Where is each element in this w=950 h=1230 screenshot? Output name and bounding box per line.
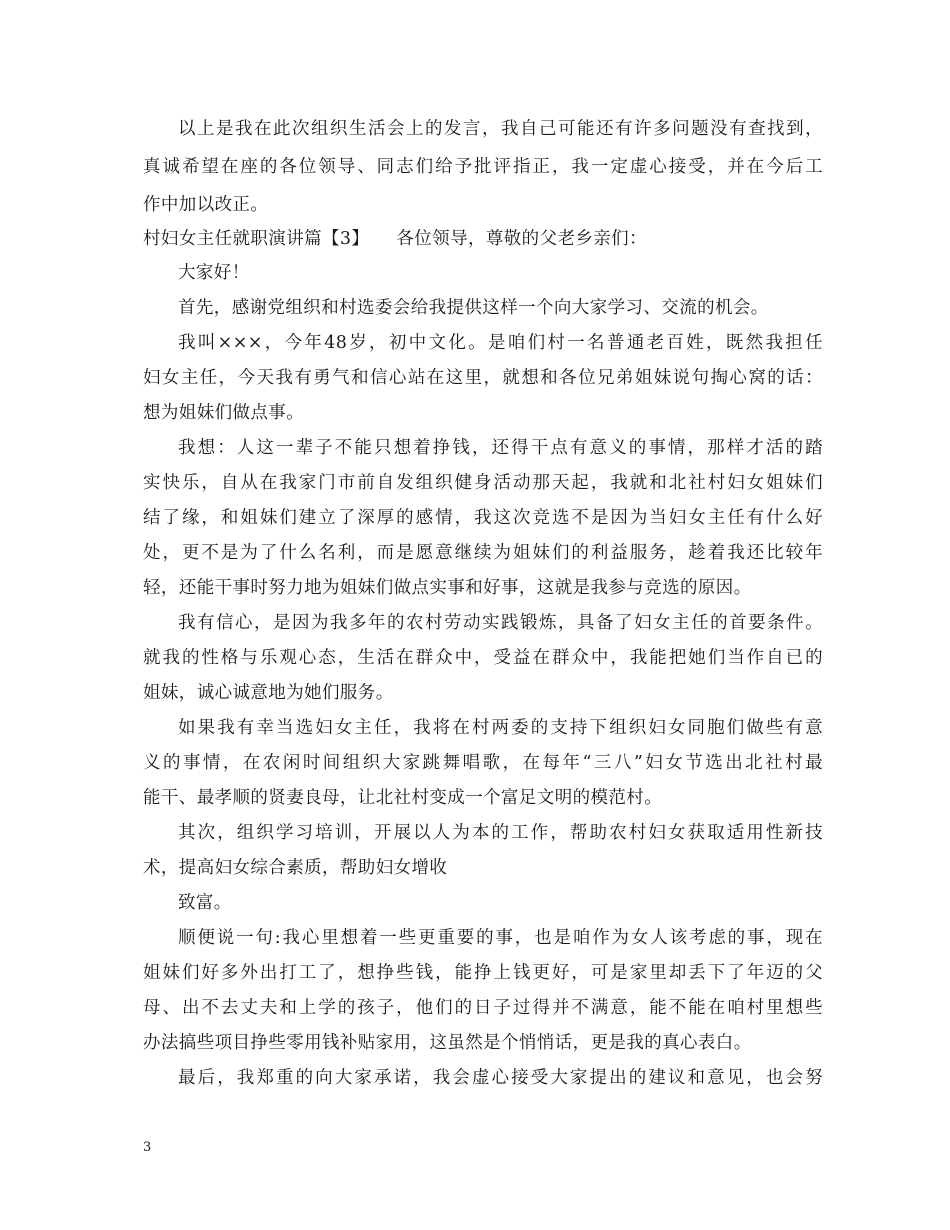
paragraph-line: 办法搞些项目挣些零用钱补贴家用，这虽然是个悄悄话，更是我的真心表白。 (143, 1033, 752, 1053)
paragraph-line: 轻，还能干事时努力地为姐妹们做点实事和好事，这就是我参与竞选的原因。 (143, 578, 752, 598)
paragraph-line: 母、出不去丈夫和上学的孩子，他们的日子过得并不满意，能不能在咱村里想些 (143, 998, 823, 1018)
paragraph-line: 我有信心，是因为我多年的农村劳动实践锻炼，具备了妇女主任的首要条件。 (178, 613, 823, 633)
paragraph-line: 顺便说一句:我心里想着一些更重要的事，也是咱作为女人该考虑的事，现在 (178, 928, 823, 948)
paragraph-line: 结了缘，和姐妹们建立了深厚的感情，我这次竞选不是因为当妇女主任有什么好 (143, 508, 823, 528)
paragraph-line: 想为姐妹们做点事。 (143, 403, 305, 423)
paragraph-line: 姐妹们好多外出打工了，想挣些钱，能挣上钱更好，可是家里却丢下了年迈的父 (143, 963, 823, 983)
paragraph-line: 我叫×××，今年48岁，初中文化。是咱们村一名普通老百姓，既然我担任 (178, 333, 823, 353)
paragraph-line: 最后，我郑重的向大家承诺，我会虚心接受大家提出的建议和意见，也会努 (178, 1068, 823, 1088)
paragraph-line: 如果我有幸当选妇女主任，我将在村两委的支持下组织妇女同胞们做些有意 (178, 718, 823, 738)
paragraph-line: 义的事情，在农闲时间组织大家跳舞唱歌，在每年“三八”妇女节选出北社村最 (143, 753, 823, 773)
paragraph-line: 真诚希望在座的各位领导、同志们给予批评指正，我一定虚心接受，并在今后工 (143, 157, 823, 177)
paragraph-line: 就我的性格与乐观心态，生活在群众中，受益在群众中，我能把她们当作自已的 (143, 648, 823, 668)
paragraph-line: 作中加以改正。 (143, 195, 269, 215)
page-number: 3 (143, 1140, 152, 1155)
paragraph-line: 能干、最孝顺的贤妻良母，让北社村变成一个富足文明的模范村。 (143, 788, 663, 808)
paragraph-line: 姐妹，诚心诚意地为她们服务。 (143, 683, 394, 703)
paragraph-line: 妇女主任，今天我有勇气和信心站在这里，就想和各位兄弟姐妹说句掏心窝的话： (143, 368, 823, 388)
paragraph-line: 我想：人这一辈子不能只想着挣钱，还得干点有意义的事情，那样才活的踏 (178, 438, 823, 458)
paragraph-line: 处，更不是为了什么名利，而是愿意继续为姐妹们的利益服务，趁着我还比较年 (143, 543, 823, 563)
paragraph-line: 术，提高妇女综合素质，帮助妇女增收 (143, 858, 448, 878)
paragraph-line: 其次，组织学习培训，开展以人为本的工作，帮助农村妇女获取适用性新技 (178, 823, 823, 843)
paragraph-line: 致富。 (178, 893, 232, 913)
greeting-line: 大家好！ (178, 263, 250, 283)
paragraph-line: 首先，感谢党组织和村选委会给我提供这样一个向大家学习、交流的机会。 (178, 298, 769, 318)
paragraph-line: 以上是我在此次组织生活会上的发言，我自己可能还有许多问题没有查找到， (178, 119, 823, 139)
paragraph-line: 实快乐，自从在我家门市前自发组织健身活动那天起，我就和北社村妇女姐妹们 (143, 473, 823, 493)
section-heading-line: 村妇女主任就职演讲篇【3】 各位领导，尊敬的父老乡亲们： (143, 229, 647, 249)
